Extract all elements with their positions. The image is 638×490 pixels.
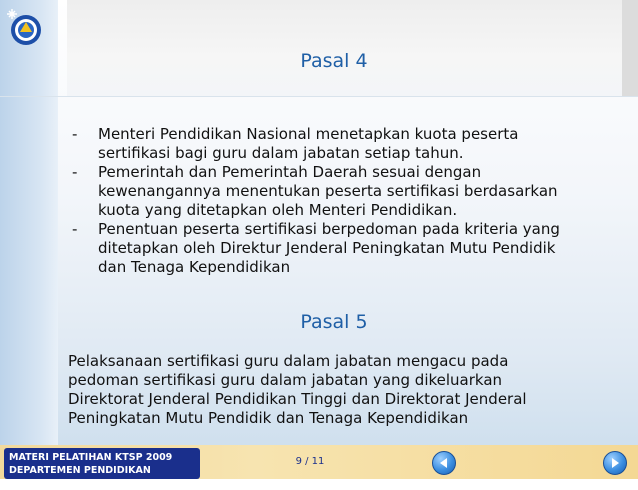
previous-slide-button[interactable]: [432, 451, 456, 475]
right-decor-strip: [622, 0, 638, 96]
point-line: ditetapkan oleh Direktur Jenderal Peningkatan Mutu Pendidik: [98, 239, 556, 257]
point-line: dan Tenaga Kependidikan: [98, 258, 291, 276]
point-line: Pemerintah dan Pemerintah Daerah sesuai dengan: [98, 163, 482, 181]
pasal4-title: Pasal 4: [300, 50, 368, 72]
bullet-dash: -: [72, 125, 78, 143]
point-line: sertifikasi bagi guru dalam jabatan setiap tahun.: [98, 144, 464, 162]
arrow-left-icon: [438, 457, 450, 469]
bullet-dash: -: [72, 220, 78, 238]
next-slide-button[interactable]: [603, 451, 627, 475]
left-decor-bar: [0, 0, 58, 445]
bullet-dash: -: [72, 163, 78, 181]
divider: [0, 96, 638, 97]
arrow-right-icon: [609, 457, 621, 469]
paragraph-line: Peningkatan Mutu Pendidik dan Tenaga Kependidikan: [68, 409, 469, 427]
paragraph-line: pedoman sertifikasi guru dalam jabatan yang dikeluarkan: [68, 371, 503, 389]
footer-line1: MATERI PELATIHAN KTSP 2009: [9, 452, 173, 463]
point-line: Menteri Pendidikan Nasional menetapkan kuota peserta: [98, 125, 519, 143]
pasal5-title: Pasal 5: [300, 311, 368, 333]
pasal4-points: [70, 125, 615, 277]
page-number: 9 / 11: [295, 456, 325, 467]
tut-wuri-handayani-logo-icon: [6, 8, 46, 48]
point-line: Penentuan peserta sertifikasi berpedoman pada kriteria yang: [98, 220, 560, 238]
list-item: [70, 163, 615, 220]
list-item: [70, 125, 615, 163]
footer-label: [4, 448, 200, 489]
point-line: kuota yang ditetapkan oleh Menteri Pendidikan.: [98, 201, 458, 219]
point-line: kewenangannya menentukan peserta sertifikasi berdasarkan: [98, 182, 558, 200]
pasal5-paragraph: [68, 352, 608, 428]
paragraph-line: Direktorat Jenderal Pendidikan Tinggi dan Direktorat Jenderal: [68, 390, 527, 408]
title-band: [67, 0, 638, 96]
list-item: [70, 220, 615, 277]
footer-line2: DEPARTEMEN PENDIDIKAN NASIONAL: [9, 465, 151, 489]
paragraph-line: Pelaksanaan sertifikasi guru dalam jabatan mengacu pada: [68, 352, 509, 370]
